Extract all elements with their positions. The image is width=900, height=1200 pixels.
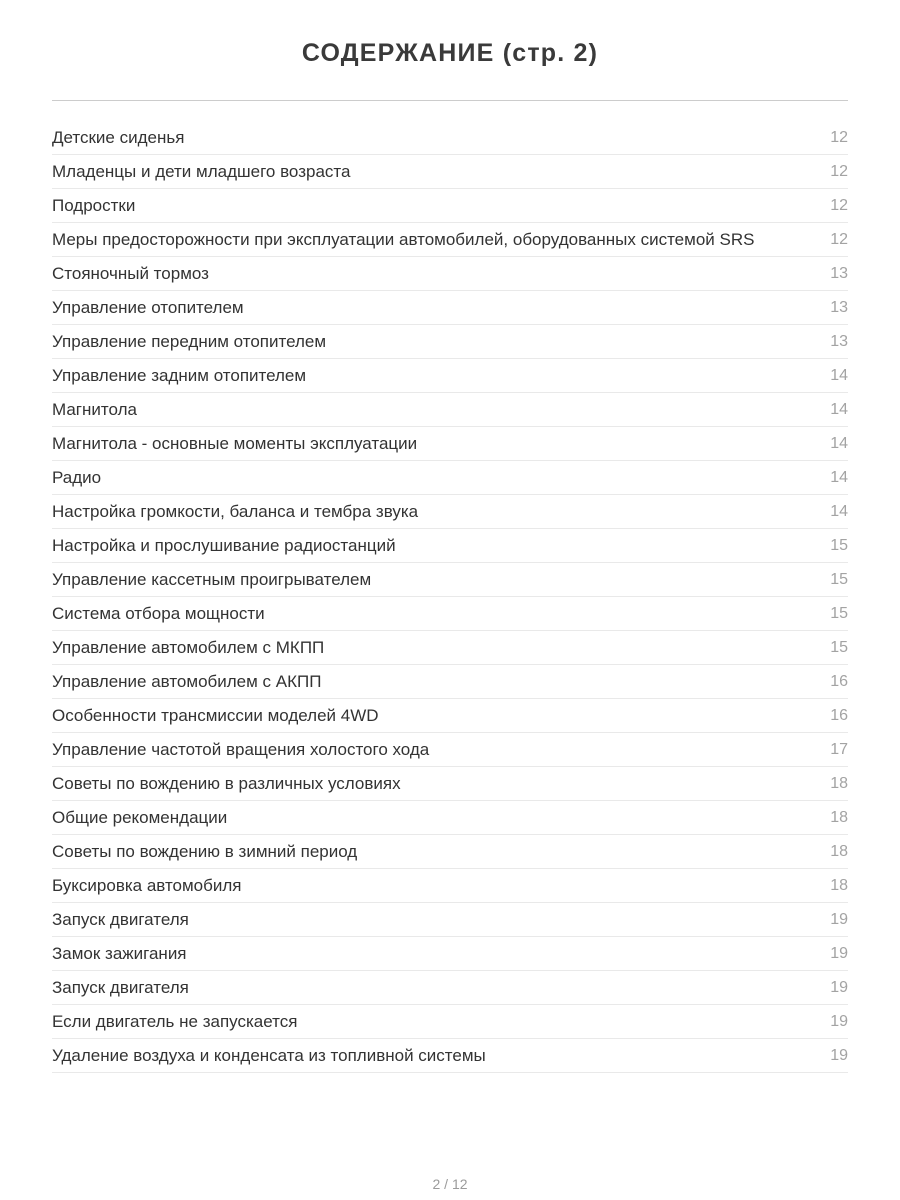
toc-entry[interactable] xyxy=(52,835,848,869)
document-page xyxy=(0,36,900,1200)
toc-entry-page-number: 14 xyxy=(830,468,848,486)
toc-entry-page-number: 19 xyxy=(830,944,848,962)
toc-entry-title: Управление передним отопителем xyxy=(52,331,327,351)
toc-entry-title: Система отбора мощности xyxy=(52,603,265,623)
toc-entry-title: Управление задним отопителем xyxy=(52,365,307,385)
toc-entry[interactable] xyxy=(52,1005,848,1039)
toc-entry[interactable] xyxy=(52,427,848,461)
toc-entry-title: Советы по вождению в зимний период xyxy=(52,841,358,861)
toc-entry-page-number: 18 xyxy=(830,774,848,792)
toc-entry[interactable] xyxy=(52,461,848,495)
toc-entry-title: Управление автомобилем с МКПП xyxy=(52,637,325,657)
toc-entry-title: Запуск двигателя xyxy=(52,977,189,997)
toc-entry[interactable] xyxy=(52,733,848,767)
toc-entry-page-number: 19 xyxy=(830,978,848,996)
toc-entry-title: Настройка громкости, баланса и тембра звука xyxy=(52,501,419,521)
toc-entry-title: Управление отопителем xyxy=(52,297,244,317)
toc-entry-page-number: 15 xyxy=(830,570,848,588)
toc-entry-page-number: 18 xyxy=(830,842,848,860)
toc-entry[interactable] xyxy=(52,495,848,529)
toc-entry[interactable] xyxy=(52,665,848,699)
toc-entry-title: Магнитола - основные моменты эксплуатации xyxy=(52,433,418,453)
toc-entry-title: Особенности трансмиссии моделей 4WD xyxy=(52,705,379,725)
toc-entry-title: Общие рекомендации xyxy=(52,807,228,827)
toc-entry-page-number: 19 xyxy=(830,910,848,928)
toc-entry[interactable] xyxy=(52,937,848,971)
toc-entry-page-number: 12 xyxy=(830,128,848,146)
toc-entry-page-number: 15 xyxy=(830,604,848,622)
toc-entry-title: Замок зажигания xyxy=(52,943,187,963)
toc-entry[interactable] xyxy=(52,257,848,291)
toc-entry-page-number: 15 xyxy=(830,638,848,656)
toc-entry-page-number: 12 xyxy=(830,230,848,248)
toc-entry-page-number: 13 xyxy=(830,332,848,350)
title-divider xyxy=(52,100,848,101)
toc-entry-title: Радио xyxy=(52,467,102,487)
toc-entry-title: Управление частотой вращения холостого хода xyxy=(52,739,430,759)
toc-entry-title: Магнитола xyxy=(52,399,137,419)
toc-entry-page-number: 19 xyxy=(830,1012,848,1030)
toc-entry[interactable] xyxy=(52,155,848,189)
toc-entry-page-number: 13 xyxy=(830,298,848,316)
toc-list xyxy=(52,121,848,1073)
toc-entry-page-number: 18 xyxy=(830,808,848,826)
toc-entry[interactable] xyxy=(52,121,848,155)
page-title: СОДЕРЖАНИЕ (стр. 2) xyxy=(301,39,599,67)
toc-entry-page-number: 13 xyxy=(830,264,848,282)
toc-entry-title: Управление автомобилем с АКПП xyxy=(52,671,322,691)
toc-entry-page-number: 15 xyxy=(830,536,848,554)
toc-entry[interactable] xyxy=(52,801,848,835)
toc-entry-title: Советы по вождению в различных условиях xyxy=(52,773,401,793)
toc-entry-page-number: 14 xyxy=(830,434,848,452)
toc-entry-page-number: 14 xyxy=(830,400,848,418)
toc-entry[interactable] xyxy=(52,597,848,631)
toc-entry[interactable] xyxy=(52,223,848,257)
toc-entry[interactable] xyxy=(52,1039,848,1073)
toc-entry[interactable] xyxy=(52,903,848,937)
toc-entry-page-number: 14 xyxy=(830,366,848,384)
toc-entry-title: Удаление воздуха и конденсата из топливной системы xyxy=(52,1045,486,1065)
toc-entry-title: Подростки xyxy=(52,195,136,215)
toc-entry-title: Запуск двигателя xyxy=(52,909,189,929)
toc-entry[interactable] xyxy=(52,325,848,359)
toc-entry[interactable] xyxy=(52,393,848,427)
toc-entry[interactable] xyxy=(52,869,848,903)
toc-entry-page-number: 17 xyxy=(830,740,848,758)
toc-entry-title: Детские сиденья xyxy=(52,127,185,147)
toc-entry[interactable] xyxy=(52,563,848,597)
toc-entry[interactable] xyxy=(52,699,848,733)
toc-entry-title: Стояночный тормоз xyxy=(52,263,209,283)
toc-entry-title: Настройка и прослушивание радиостанций xyxy=(52,535,396,555)
toc-entry[interactable] xyxy=(52,631,848,665)
toc-entry-title: Если двигатель не запускается xyxy=(52,1011,298,1031)
toc-entry-page-number: 16 xyxy=(830,706,848,724)
toc-entry-page-number: 16 xyxy=(830,672,848,690)
toc-entry[interactable] xyxy=(52,971,848,1005)
toc-entry[interactable] xyxy=(52,767,848,801)
toc-entry-page-number: 18 xyxy=(830,876,848,894)
toc-entry-title: Управление кассетным проигрывателем xyxy=(52,569,372,589)
toc-entry-title: Младенцы и дети младшего возраста xyxy=(52,161,351,181)
toc-entry-page-number: 14 xyxy=(830,502,848,520)
toc-entry-page-number: 12 xyxy=(830,196,848,214)
toc-entry[interactable] xyxy=(52,529,848,563)
toc-entry-title: Меры предосторожности при эксплуатации автомобилей, оборудованных системой SRS xyxy=(52,229,755,249)
toc-entry-page-number: 19 xyxy=(830,1046,848,1064)
toc-entry[interactable] xyxy=(52,291,848,325)
page-pagination: 2 / 12 xyxy=(432,1176,468,1192)
toc-entry-title: Буксировка автомобиля xyxy=(52,875,242,895)
toc-entry[interactable] xyxy=(52,189,848,223)
toc-entry-page-number: 12 xyxy=(830,162,848,180)
toc-entry[interactable] xyxy=(52,359,848,393)
